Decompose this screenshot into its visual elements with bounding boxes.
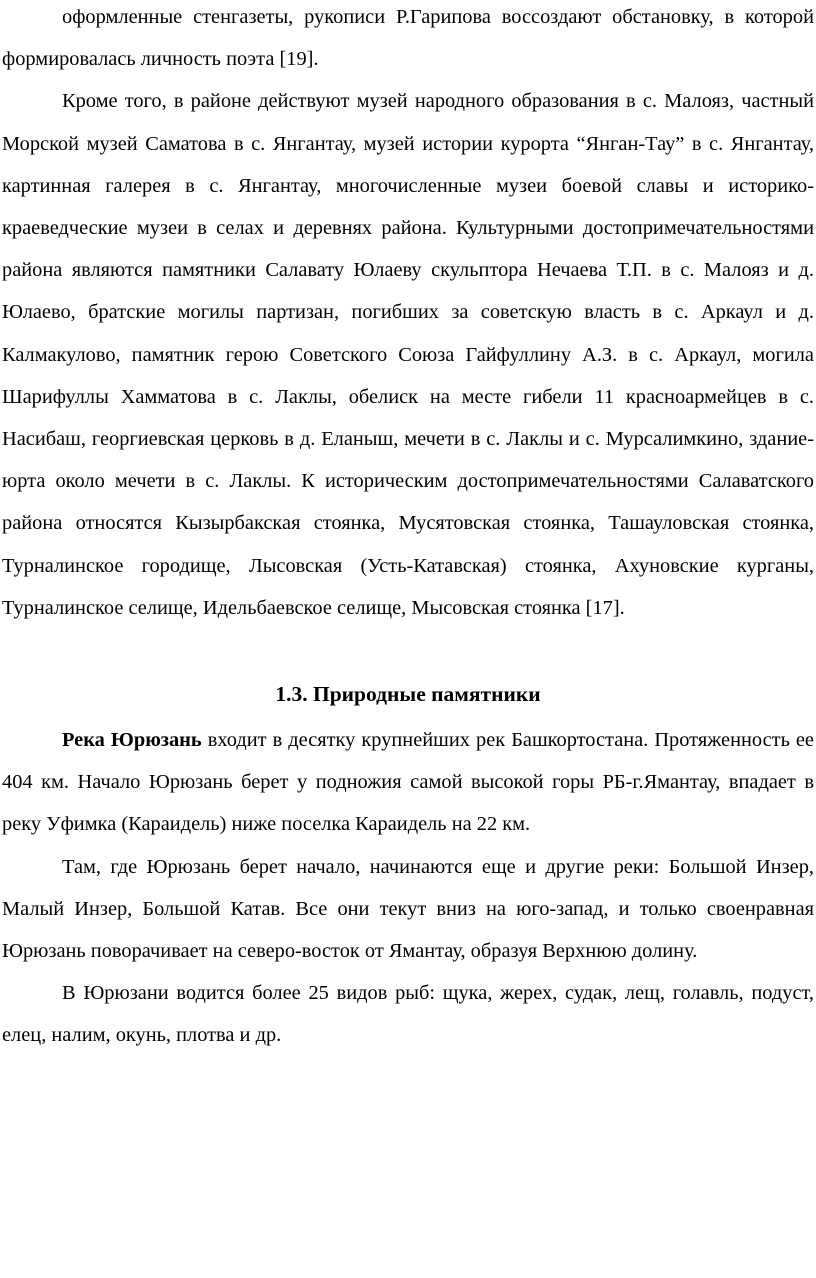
section-heading: 1.3. Природные памятники: [275, 682, 541, 707]
paragraph-continuation: оформленные стенгазеты, рукописи Р.Гарипова воссоздают обстановку, в которой формировалась личность поэта [19].: [2, 6, 814, 71]
paragraph-rivers-source: Там, где Юрюзань берет начало, начинаются еще и другие реки: Большой Инзер, Малый Инзер, Большой Катав. Все они текут вниз на юго-запад, и только своенравная Юрюзань поворачивает на северо-восток от Ямантау, образуя Верхнюю долину.: [2, 855, 814, 963]
river-description: входит в десятку крупнейших рек Башкортостана. Протяженность ее 404 км. Начало Юрюзань берет у подножия самой высокой горы РБ-г.Ямантау, впадает в реку Уфимка (Караидель) ниже поселка Караидель на 22 км.: [2, 729, 814, 836]
paragraph-fish-species: В Юрюзани водится более 25 видов рыб: щука, жерех, судак, лещ, голавль, подуст, елец, налим, окунь, плотва и др.: [2, 982, 814, 1047]
paragraph-museums: Кроме того, в районе действуют музей народного образования в с. Малояз, частный Морской музей Саматова в с. Янгантау, музей истории курорта “Янган-Тау” в с. Янгантау, картинная галерея в с. Янгантау, многочисленные музеи боевой славы и историко-краеведческие музеи в селах и деревнях района. Культурными достопримечательностями района являются памятники Салавату Юлаеву скульптора Нечаева Т.П. в с. Малояз и д. Юлаево, братские могилы партизан, погибших за советскую власть в с. Аркаул и д. Калмакулово, памятник герою Советского Союза Гайфуллину А.З. в с. Аркаул, могила Шарифуллы Хамматова в с. Лаклы, обелиск на месте гибели 11 красноармейцев в с. Насибаш, георгиевская церковь в д. Еланыш, мечети в с. Лаклы и с. Мурсалимкино, здание-юрта около мечети в с. Лаклы. К историческим достопримечательностями Салаватского района относятся Кызырбакская стоянка, Мусятовская стоянка, Ташауловская стоянка, Турналинское городище, Лысовская (Усть-Катавская) стоянка, Ахуновские курганы, Турналинское селище, Идельбаевское селище, Мысовская стоянка [17].: [2, 90, 814, 619]
paragraph-yuryuzan-river: [2, 719, 814, 846]
river-name-bold: Река Юрюзань: [62, 729, 202, 752]
